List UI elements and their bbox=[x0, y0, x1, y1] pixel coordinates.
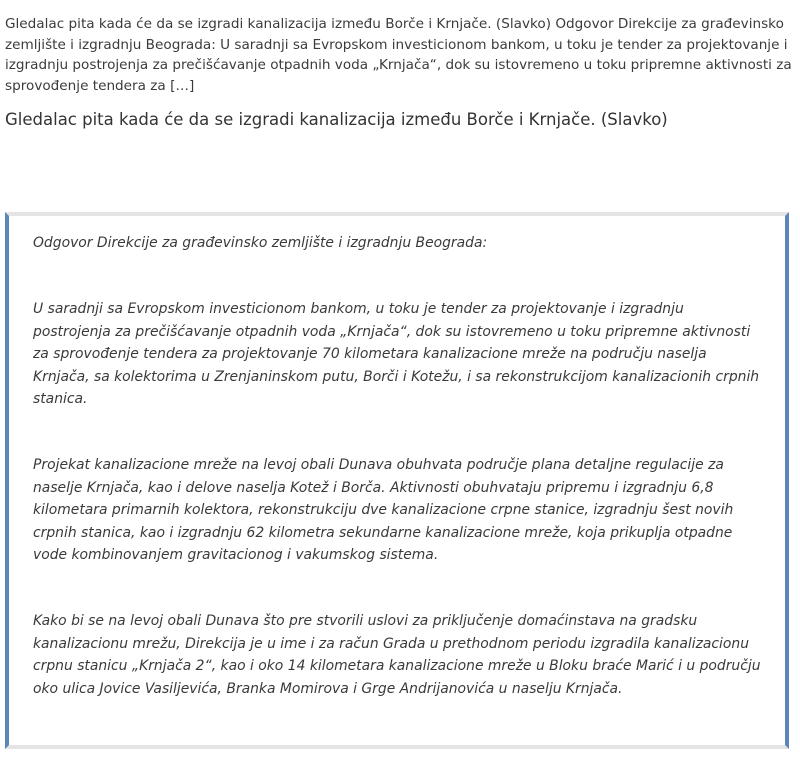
answer-paragraph: Kako bi se na levoj obali Dunava što pre stvorili uslovi za priključenje domaćinstava na gradsku kanalizacionu mrežu, Direkcija je u ime i za račun Grada u prethodnom periodu izgradila kanalizacionu crpnu stanicu „Krnjača 2“, kao i oko 14 kilometara kanalizacione mreže u Bloku braće Marić i u području oko ulica Jovice Vasiljevića, Branka Momirova i Grge Andrijanovića u naselju Krnjača. bbox=[33, 613, 761, 697]
article-question-heading: Gledalac pita kada će da se izgradi kanalizacija između Borče i Krnjače. (Slavko) bbox=[5, 110, 668, 129]
article-excerpt: Gledalac pita kada će da se izgradi kanalizacija između Borče i Krnjače. (Slavko) Odgovor Direkcije za građevinsko zemljište i izgradnju Beograda: U saradnji sa Evropskom investicionom bankom, u toku je tender za projektovanje i izgradnju postrojenja za prečišćavanje otpadnih voda „Krnjača“, dok su istovremeno u toku pripremne aktivnosti za sprovođenje tendera za […] bbox=[5, 16, 792, 94]
answer-paragraph: U saradnji sa Evropskom investicionom bankom, u toku je tender za projektovanje i izgradnju postrojenja za prečišćavanje otpadnih voda „Krnjača“, dok su istovremeno u toku pripremne aktivnosti za sprovođenje tendera za projektovanje 70 kilometara kanalizacione mreže na području naselja Krnjača, sa kolektorima u Zrenjaninskom putu, Borči i Kotežu, i sa rekonstrukcijom kanalizacionih crpnih stanica. bbox=[33, 301, 760, 408]
answer-blockquote bbox=[5, 212, 789, 749]
answer-paragraph: Projekat kanalizacione mreže na levoj obali Dunava obuhvata područje plana detaljne regulacije za naselje Krnjača, kao i delove naselja Kotež i Borča. Aktivnosti obuhvataju pripremu i izgradnju 6,8 kilometara primarnih kolektora, rekonstrukciju dve kanalizacione crpne stanice, izgradnju šest novih crpnih stanica, kao i izgradnju 62 kilometra sekundarne kanalizacione mreže, koja prikuplja otpadne vode kombinovanjem gravitacionog i vakumskog sistema. bbox=[33, 457, 734, 564]
answer-intro: Odgovor Direkcije za građevinsko zemljište i izgradnju Beograda: bbox=[33, 235, 488, 251]
